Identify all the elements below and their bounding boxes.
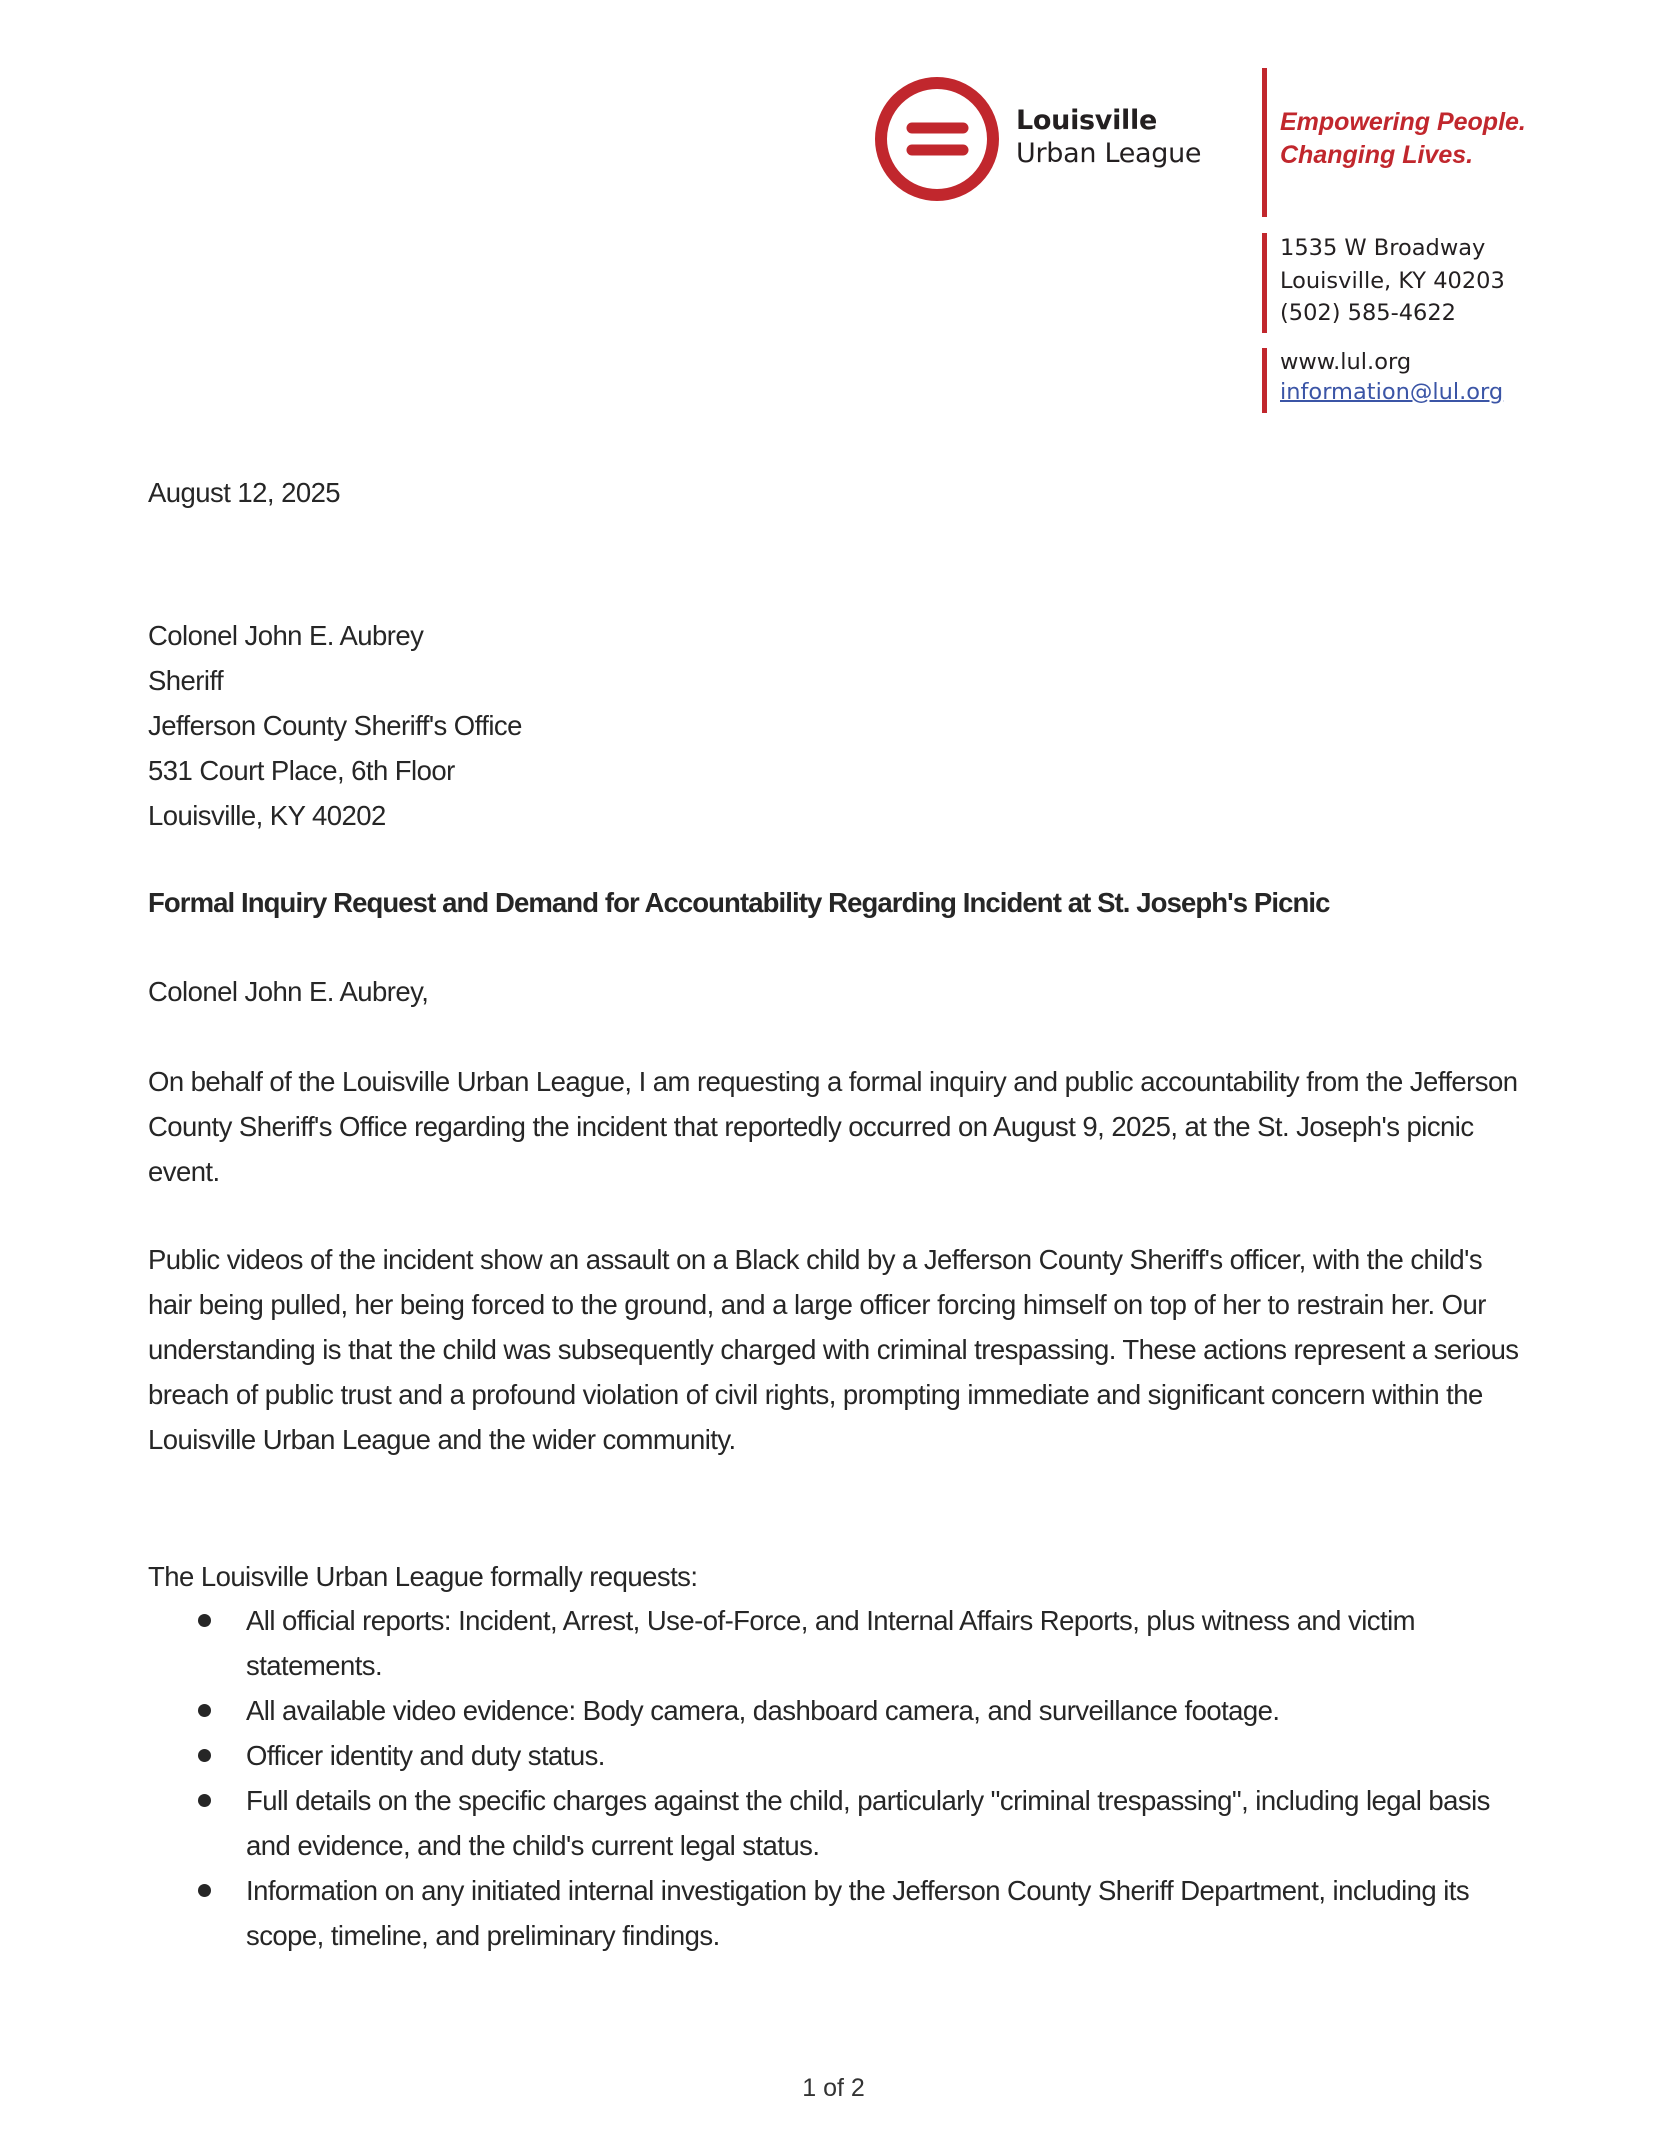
email-link[interactable]: information@lul.org bbox=[1280, 379, 1504, 405]
subject-heading: Formal Inquiry Request and Demand for Accountability Regarding Incident at St. Joseph's Picnic bbox=[148, 887, 1330, 918]
salutation: Colonel John E. Aubrey, bbox=[148, 976, 429, 1007]
recipient-name: Colonel John E. Aubrey bbox=[148, 620, 424, 651]
recipient-title: Sheriff bbox=[148, 665, 224, 696]
bullet-icon bbox=[198, 1614, 211, 1627]
requests-list bbox=[148, 1598, 1538, 1958]
recipient-office: Jefferson County Sheriff's Office bbox=[148, 710, 522, 741]
request-text: Full details on the specific charges against the child, particularly "criminal trespassing", including legal basis and evidence, and the child's current legal status. bbox=[246, 1785, 1490, 1861]
list-item bbox=[148, 1598, 1538, 1688]
tagline bbox=[1280, 106, 1526, 172]
list-item bbox=[148, 1868, 1538, 1958]
request-text: All available video evidence: Body camera, dashboard camera, and surveillance footage. bbox=[246, 1695, 1280, 1726]
web-contact bbox=[1280, 347, 1503, 407]
list-item bbox=[148, 1733, 1538, 1778]
bullet-icon bbox=[198, 1749, 211, 1762]
letter-date: August 12, 2025 bbox=[148, 477, 341, 508]
divider-bar-web bbox=[1262, 348, 1267, 413]
mailing-address bbox=[1280, 232, 1505, 330]
website-link[interactable]: www.lul.org bbox=[1280, 349, 1412, 375]
organization-name bbox=[1016, 104, 1201, 170]
request-text: Officer identity and duty status. bbox=[246, 1740, 605, 1771]
org-name-line2: Urban League bbox=[1016, 138, 1202, 169]
tagline-line1: Empowering People. bbox=[1280, 108, 1526, 136]
request-text: All official reports: Incident, Arrest, Use-of-Force, and Internal Affairs Reports, plus witness and victim statements. bbox=[246, 1605, 1415, 1681]
request-text: Information on any initiated internal investigation by the Jefferson County Sheriff Department, including its scope, timeline, and preliminary findings. bbox=[246, 1875, 1470, 1951]
recipient-city: Louisville, KY 40202 bbox=[148, 800, 386, 831]
paragraph-inquiry: On behalf of the Louisville Urban League, I am requesting a formal inquiry and public accountability from the Jefferson County Sheriff's Office regarding the incident that reportedly occurred on August 9, 2025, at the St. Joseph's picnic event. bbox=[148, 1066, 1518, 1187]
org-name-line1: Louisville bbox=[1016, 105, 1157, 136]
recipient-street: 531 Court Place, 6th Floor bbox=[148, 755, 455, 786]
address-line1: 1535 W Broadway bbox=[1280, 235, 1486, 261]
tagline-line2: Changing Lives. bbox=[1280, 141, 1474, 169]
divider-bar-address bbox=[1262, 233, 1267, 333]
logo-circle bbox=[881, 83, 993, 195]
divider-bar-tagline bbox=[1262, 68, 1267, 217]
address-line2: Louisville, KY 40203 bbox=[1280, 267, 1505, 294]
urban-league-equality-logo-icon bbox=[872, 74, 1002, 204]
bullet-icon bbox=[198, 1794, 211, 1807]
bullet-icon bbox=[198, 1884, 211, 1897]
list-item bbox=[148, 1778, 1538, 1868]
list-item bbox=[148, 1688, 1538, 1733]
paragraph-incident: Public videos of the incident show an assault on a Black child by a Jefferson County Sheriff's officer, with the child's hair being pulled, her being forced to the ground, and a large officer forcing himself on top of her to restrain her. Our understanding is that the child was subsequently charged with criminal trespassing. These actions represent a serious breach of public trust and a profound violation of civil rights, prompting immediate and significant concern within the Louisville Urban League and the wider community. bbox=[148, 1244, 1519, 1455]
bullet-icon bbox=[198, 1704, 211, 1717]
page-indicator: 1 of 2 bbox=[802, 2074, 865, 2102]
requests-intro: The Louisville Urban League formally requests: bbox=[148, 1561, 698, 1592]
phone-number: (502) 585-4622 bbox=[1280, 300, 1456, 326]
